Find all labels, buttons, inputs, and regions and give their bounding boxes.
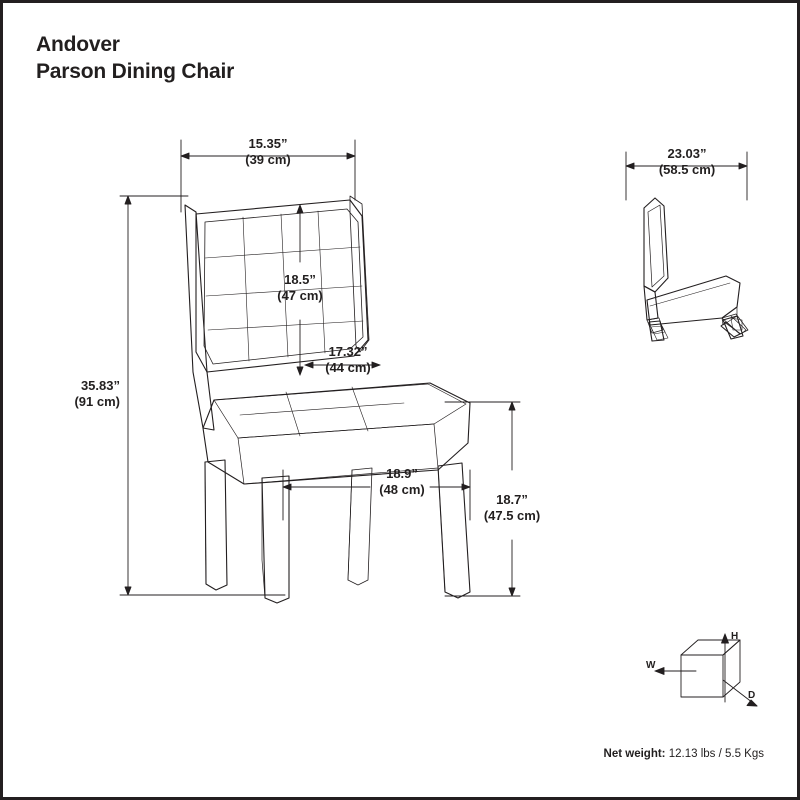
axis-cube-diagram [655, 634, 757, 706]
dimension-label-backrest-height [256, 272, 344, 305]
axis-label-depth: D [748, 690, 756, 701]
backrest-height-inches: 18.5” [284, 272, 316, 287]
backrest-height-cm: (47 cm) [277, 288, 323, 304]
seat-height-inches: 18.7” [496, 492, 528, 507]
overall-height-inches: 35.83” [80, 378, 120, 393]
dimension-label-seat-depth [306, 344, 390, 377]
dimension-label-front-width [224, 136, 312, 169]
dimension-label-seat-height [466, 492, 558, 525]
front-width-inches: 15.35” [248, 136, 288, 151]
net-weight [604, 748, 764, 760]
net-weight-value: 12.13 lbs / 5.5 Kgs [668, 748, 764, 760]
seat-width-cm: (48 cm) [379, 482, 425, 498]
front-three-quarter-chair-view [185, 196, 470, 603]
seat-depth-cm: (44 cm) [325, 360, 371, 376]
dimension-label-overall-height [20, 378, 120, 411]
product-name-line1: Andover [36, 33, 120, 56]
seat-depth-inches: 17.32” [328, 344, 368, 359]
front-width-cm: (39 cm) [245, 152, 291, 168]
seat-width-inches: 18.9” [386, 466, 418, 481]
side-depth-inches: 23.03” [667, 146, 707, 161]
axis-label-height: H [731, 631, 739, 642]
side-chair-view [644, 198, 748, 342]
overall-height-cm: (91 cm) [74, 394, 120, 410]
product-name-line2: Parson Dining Chair [36, 59, 235, 83]
side-depth-cm: (58.5 cm) [658, 162, 716, 178]
net-weight-label: Net weight: [603, 748, 666, 760]
dimension-label-seat-width [364, 466, 440, 499]
dimension-label-side-depth [643, 146, 731, 179]
seat-height-cm: (47.5 cm) [483, 508, 541, 524]
axis-label-width: W [646, 660, 656, 671]
